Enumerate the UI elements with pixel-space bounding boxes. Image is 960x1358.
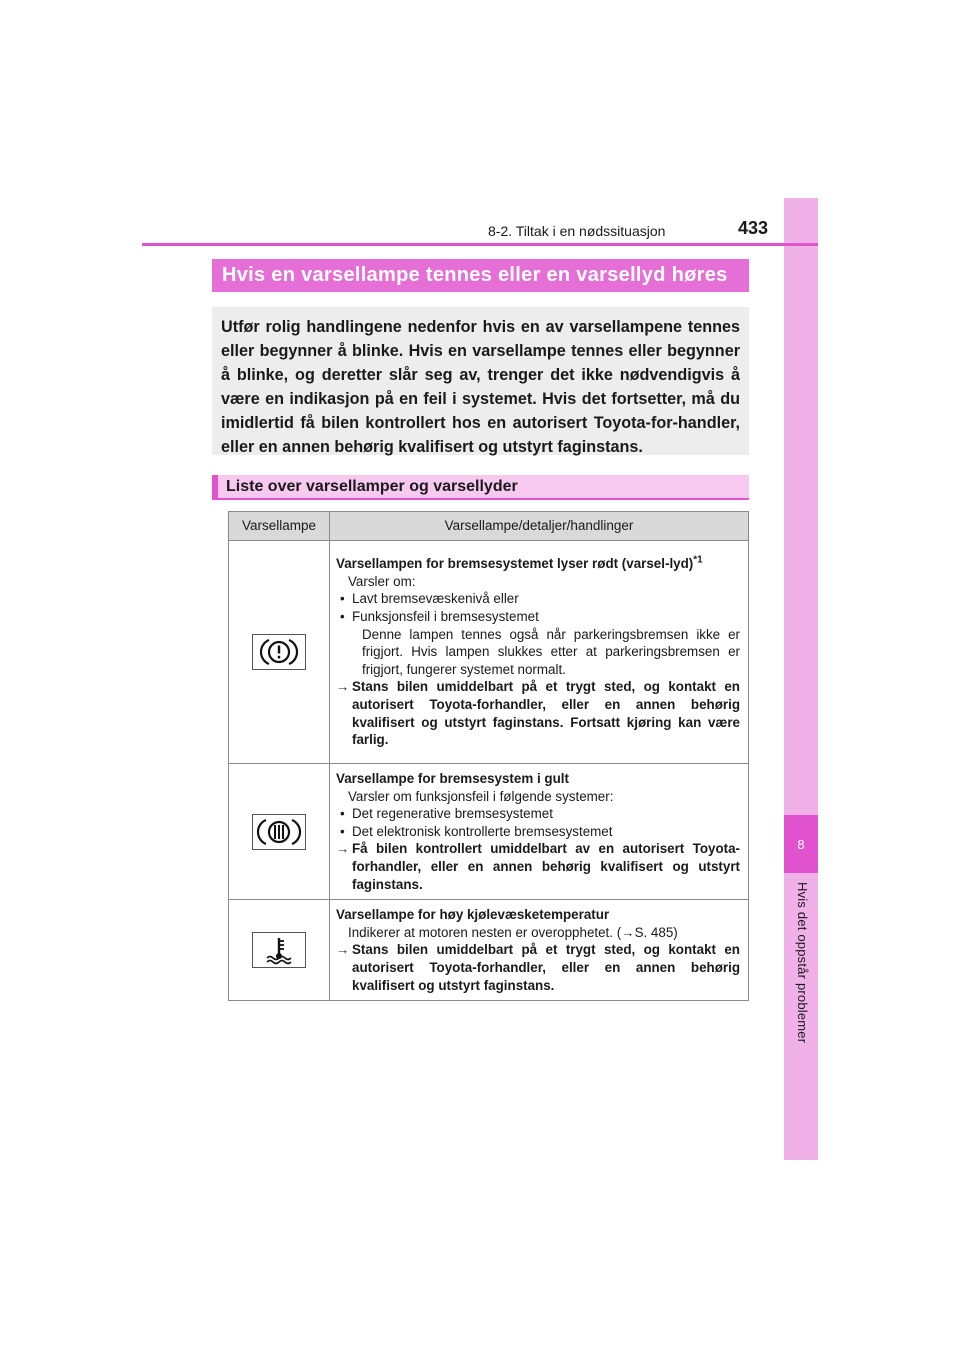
brake-system-yellow-icon — [252, 814, 306, 850]
row-action: Få bilen kontrollert umiddelbart av en autorisert Toyota-forhandler, eller en annen behørig kvalifisert og utstyrt faginstans. — [352, 841, 740, 892]
header-divider — [142, 243, 818, 246]
brake-warning-icon — [252, 634, 306, 670]
table-row — [229, 764, 749, 900]
coolant-temperature-icon — [252, 932, 306, 968]
list-item: Lavt bremsevæskenivå eller — [352, 591, 519, 607]
list-item: Funksjonsfeil i bremsesystemet — [352, 609, 539, 625]
chapter-number: 8 — [784, 815, 818, 873]
lamp-icon-cell — [229, 764, 330, 900]
lamp-icon-cell — [229, 900, 330, 1001]
column-header-lamp: Varsellampe — [229, 512, 330, 541]
lamp-details-cell: Varsellampen for bremsesystemet lyser rødt (varsel-lyd)$^{*1}$ Varsler om: • Lavt bremsevæskenivå eller • Funksjonsfeil i bremsesystemet Denne lampen tennes også når parkeringsbremsen ikke er frigjort. Hvis lampen slukkes etter at parkeringsbremsen er frigjort, fungerer systemet normalt. → Stans bilen umiddelbart på et trygt sted, og kontakt en autorisert Toyota-forhandler, eller en annen behørig kvalifisert og utstyrt faginstans. Fortsatt kjøring kan være farlig. — [330, 541, 749, 764]
page-number: 433 — [738, 218, 769, 238]
lamp-icon-cell — [229, 541, 330, 764]
row-action: Stans bilen umiddelbart på et trygt sted, og kontakt en autorisert Toyota-forhandler, eller en annen behørig kvalifisert og utstyrt faginstans. Fortsatt kjøring kan være farlig. — [352, 679, 740, 748]
arrow-icon: → — [336, 841, 350, 857]
list-heading: Liste over varsellamper og varsellyder — [212, 475, 749, 500]
table-header-row — [229, 512, 749, 541]
intro-box: Utfør rolig handlingene nedenfor hvis en av varsellampene tennes eller begynner å blinke. Hvis en varsellampe tennes eller begynner å blinke, og deretter slår seg av, trenger det ikke nødvendigvis å være en indikasjon på en feil i systemet. Hvis det fortsetter, må du imidlertid få bilen kontrollert hos en autorisert Toyota-for-handler, eller en annen behørig kvalifisert og utstyrt faginstans. — [212, 307, 749, 455]
chapter-label: Hvis det oppstår problemer — [795, 882, 810, 1044]
footnote-marker: *1 — [693, 554, 703, 566]
column-header-details: Varsellampe/detaljer/handlinger — [330, 512, 749, 541]
row-action: Stans bilen umiddelbart på et trygt sted, og kontakt en autorisert Toyota-forhandler, eller en annen behørig kvalifisert og utstyrt faginstans. — [352, 942, 740, 993]
list-item: Det regenerative bremsesystemet — [352, 806, 553, 822]
list-item: Det elektronisk kontrollerte bremsesystemet — [352, 823, 613, 839]
row-title: Varsellampe for bremsesystem i gult — [336, 771, 569, 786]
row-intro: Varsler om funksjonsfeil i følgende systemer: — [348, 788, 614, 804]
row-intro: Indikerer at motoren nesten er overopphetet. (→S. 485) — [348, 924, 678, 940]
table-row — [229, 900, 749, 1001]
lamp-details-cell — [330, 900, 749, 1001]
table-row — [229, 541, 749, 764]
arrow-icon: → — [336, 942, 350, 958]
lamp-details-cell: Varsellampe for bremsesystem i gult Varsler om funksjonsfeil i følgende systemer: • Det regenerative bremsesystemet • Det elektronisk kontrollerte bremsesystemet → Få bilen kontrollert umiddelbart av en autorisert Toyota-forhandler, eller en annen behørig kvalifisert og utstyrt faginstans. — [330, 764, 749, 900]
row-title: Varsellampen for bremsesystemet lyser rødt (varsel-lyd) — [336, 556, 694, 572]
row-intro: Varsler om: — [348, 573, 416, 589]
row-title: Varsellampe for høy kjølevæsketemperatur — [336, 907, 610, 923]
section-banner: Hvis en varsellampe tennes eller en varsellyd høres — [212, 259, 749, 292]
warning-lamp-table — [228, 511, 749, 1001]
row-note: Denne lampen tennes også når parkeringsbremsen ikke er frigjort. Hvis lampen slukkes etter at parkeringsbremsen er frigjort, fungerer systemet normalt. — [362, 626, 740, 677]
arrow-icon: → — [336, 679, 350, 695]
section-header: 8-2. Tiltak i en nødssituasjon — [488, 223, 666, 239]
